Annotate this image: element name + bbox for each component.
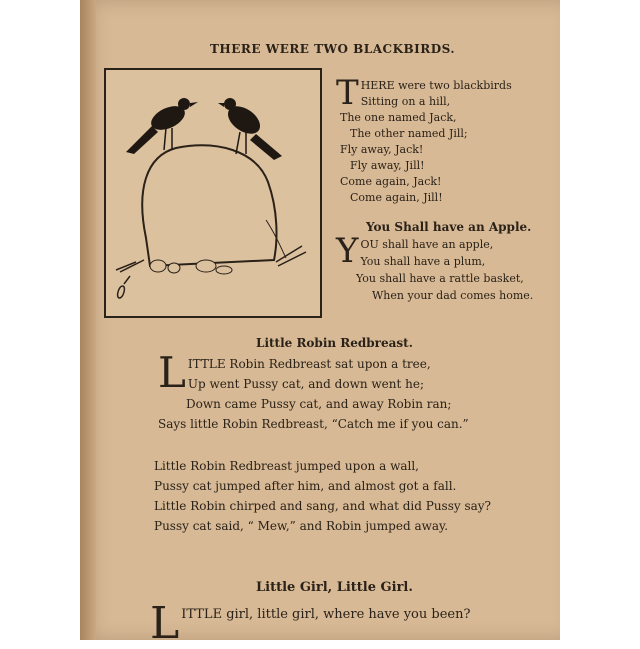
poem-line: The other named Jill; bbox=[350, 127, 468, 140]
poem-line: Little Robin chirped and sang, and what did Pussy say? bbox=[154, 499, 491, 513]
heading-apple: You Shall have an Apple. bbox=[366, 220, 532, 234]
dropcap: L bbox=[150, 598, 180, 649]
heading-robin: Little Robin Redbreast. bbox=[256, 336, 413, 350]
poem-line: You shall have a rattle basket, bbox=[356, 272, 524, 285]
blackbirds-drawing bbox=[106, 70, 320, 316]
poem-line: Up went Pussy cat, and down went he; bbox=[187, 377, 424, 391]
poem-line: ITTLE Robin Redbreast sat upon a tree, bbox=[187, 357, 431, 371]
poem-line: Fly away, Jill! bbox=[350, 159, 425, 172]
poem-line: OU shall have an apple, bbox=[360, 238, 494, 251]
heading-little-girl: Little Girl, Little Girl. bbox=[256, 580, 413, 595]
poem-line: Pussy cat said, “ Mew,” and Robin jumped away. bbox=[154, 519, 449, 533]
poem-line: Sitting on a hill, bbox=[360, 95, 451, 108]
dropcap: L bbox=[158, 348, 186, 397]
poem-line: You shall have a plum, bbox=[360, 255, 486, 268]
dropcap: T bbox=[336, 73, 359, 113]
poem-line: HERE were two blackbirds bbox=[360, 79, 512, 92]
book-spine bbox=[80, 0, 96, 640]
poem-robin-stanza-2 bbox=[154, 456, 491, 536]
poem-line: When your dad comes home. bbox=[372, 289, 534, 302]
poem-line: Says little Robin Redbreast, “Catch me if you can.” bbox=[158, 417, 469, 431]
poem-robin bbox=[158, 348, 469, 434]
page-title: THERE WERE TWO BLACKBIRDS. bbox=[210, 42, 456, 56]
poem-line: Pussy cat jumped after him, and almost got a fall. bbox=[154, 479, 457, 493]
poem-line: Fly away, Jack! bbox=[340, 143, 424, 156]
poem-line: Come again, Jack! bbox=[340, 175, 442, 188]
poem-apple bbox=[336, 231, 534, 304]
poem-line: Come again, Jill! bbox=[350, 191, 443, 204]
dropcap: Y bbox=[336, 231, 359, 271]
poem-line: Down came Pussy cat, and away Robin ran; bbox=[186, 397, 452, 411]
poem-little-girl bbox=[150, 598, 471, 649]
poem-line: The one named Jack, bbox=[340, 111, 457, 124]
poem-line: Little Robin Redbreast jumped upon a wall, bbox=[154, 459, 419, 473]
poem-two-blackbirds bbox=[336, 73, 512, 206]
poem-line: ITTLE girl, little girl, where have you been? bbox=[181, 607, 471, 622]
blackbirds-illustration bbox=[104, 68, 322, 318]
